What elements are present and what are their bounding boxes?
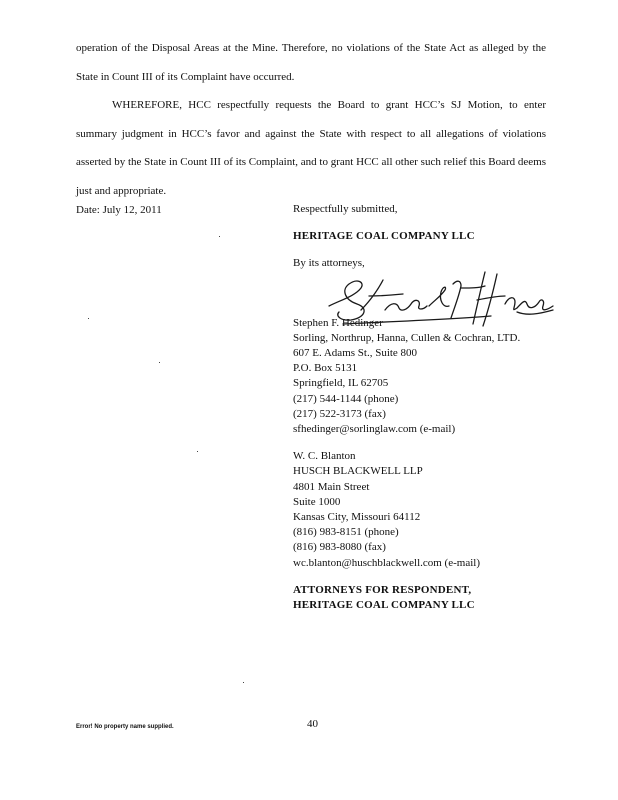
attorney-2-email: wc.blanton@huschblackwell.com (e-mail) (293, 556, 480, 569)
attorneys-for-line-1: ATTORNEYS FOR RESPONDENT, (293, 583, 472, 596)
company-name: HERITAGE COAL COMPANY LLC (293, 230, 475, 243)
attorney-1-address-1: 607 E. Adams St., Suite 800 (293, 347, 418, 360)
body-paragraph-2: WHEREFORE, HCC respectfully requests the Board to grant HCC’s SJ Motion, to enter summary judgment in HCC’s favor and against the State with respect to all allegations of violations asserted by the State in Count III of its Complaint, and to grant HCC all other such relief this Board deems just and appropriate. (76, 99, 546, 197)
scan-speck (88, 318, 89, 319)
attorney-2-name: W. C. Blanton (293, 450, 356, 463)
attorney-2-fax: (816) 983-8080 (fax) (293, 541, 386, 554)
body-paragraph-1: operation of the Disposal Areas at the Mine. Therefore, no violations of the State Act as alleged by the State in Count III of its Complaint have occurred. (76, 42, 546, 83)
by-line-text: By its attorneys, (293, 257, 365, 270)
attorney-1-city: Springfield, IL 62705 (293, 377, 389, 390)
attorney-1-email: sfhedinger@sorlinglaw.com (e-mail) (293, 423, 456, 436)
footer-error-text: Error! No property name supplied. (76, 724, 174, 730)
attorney-2-address-1: 4801 Main Street (293, 480, 370, 493)
signature-block (293, 202, 593, 613)
page-number: 40 (307, 718, 318, 730)
closing: Respectfully submitted, (293, 203, 398, 215)
handwritten-signature (321, 266, 561, 332)
scan-speck (243, 682, 244, 683)
attorney-1-address-2: P.O. Box 5131 (293, 362, 358, 375)
attorney-2-address-2: Suite 1000 (293, 495, 341, 508)
scan-speck (219, 236, 220, 237)
attorney-2-city: Kansas City, Missouri 64112 (293, 511, 421, 524)
scan-speck (197, 451, 198, 452)
attorney-2-firm: HUSCH BLACKWELL LLP (293, 465, 423, 478)
attorney-1-phone: (217) 544-1144 (phone) (293, 392, 399, 405)
attorney-1-firm: Sorling, Northrup, Hanna, Cullen & Cochran, LTD. (293, 331, 521, 344)
attorney-2-phone: (816) 983-8151 (phone) (293, 526, 399, 539)
attorney-1-name: Stephen F. Hedinger (293, 316, 383, 329)
date-line: Date: July 12, 2011 (76, 204, 162, 216)
scan-speck (159, 362, 160, 363)
signature-area (293, 272, 593, 316)
attorney-1-fax: (217) 522-3173 (fax) (293, 407, 386, 420)
attorneys-for-line-2: HERITAGE COAL COMPANY LLC (293, 599, 475, 612)
document-body (76, 34, 546, 205)
